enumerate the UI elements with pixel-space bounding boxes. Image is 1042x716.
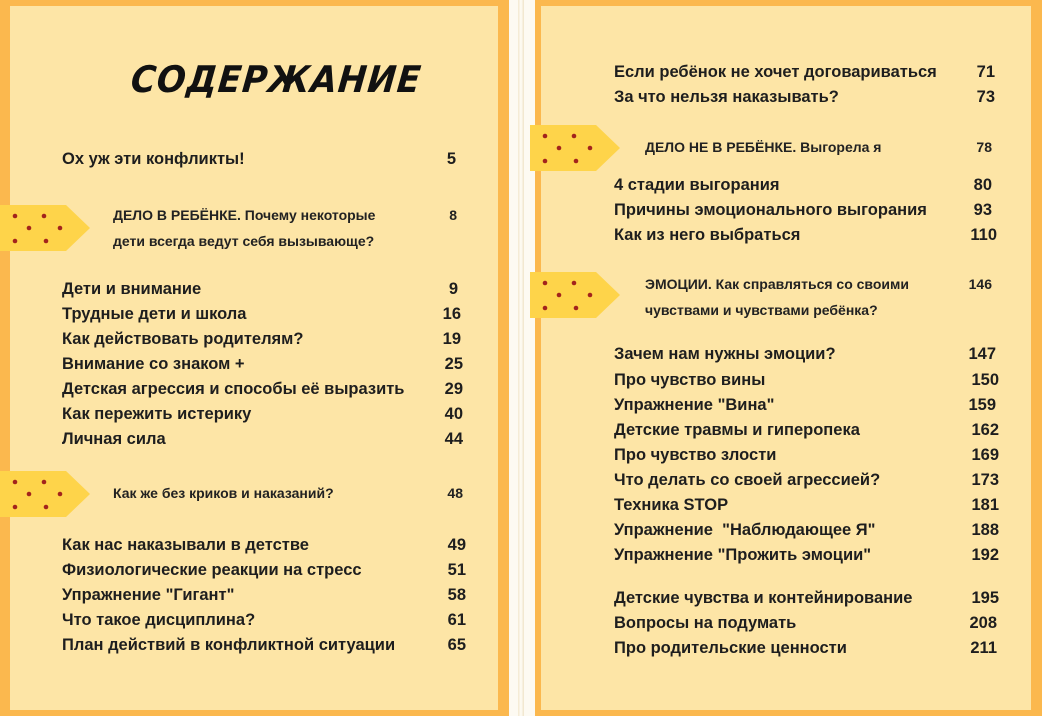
toc-entry-label: Детская агрессия и способы её выразить <box>62 380 405 398</box>
toc-entry-page: 192 <box>971 546 999 564</box>
toc-entry-label: Вопросы на подумать <box>614 614 797 632</box>
toc-entry-page: 159 <box>968 396 996 414</box>
toc-entry-label: Как нас наказывали в детстве <box>62 536 309 554</box>
toc-entry-page: 19 <box>442 330 461 348</box>
section-heading-page: 78 <box>976 139 992 155</box>
toc-entry-page: 181 <box>971 496 999 514</box>
toc-entry-label: Про чувство вины <box>614 371 766 389</box>
section-heading-page: 146 <box>968 276 992 292</box>
section-tag-icon <box>0 205 90 251</box>
toc-entry-label: Техника STOP <box>614 496 729 514</box>
toc-entry-page: 40 <box>444 405 463 423</box>
section-heading-line1: Как же без криков и наказаний? <box>113 485 334 501</box>
toc-entry-label: За что нельзя наказывать? <box>614 88 839 106</box>
toc-entry-page: 150 <box>971 371 999 389</box>
toc-entry-page: 58 <box>447 586 466 604</box>
section-heading-line1: ДЕЛО НЕ В РЕБЁНКЕ. Выгорела я <box>645 139 882 155</box>
toc-entry-page: 93 <box>973 201 992 219</box>
gutter-fold <box>518 0 524 716</box>
toc-entry-intro-label: Ох уж эти конфликты! <box>62 150 245 168</box>
toc-entry-label: Упражнение "Наблюдающее Я" <box>614 521 876 539</box>
toc-entry-label: Детские чувства и контейнирование <box>614 589 913 607</box>
section-heading-line2: чувствами и чувствами ребёнка? <box>645 302 878 318</box>
toc-entry-page: 73 <box>976 88 995 106</box>
toc-entry-label: Причины эмоционального выгорания <box>614 201 927 219</box>
toc-entry-page: 25 <box>444 355 463 373</box>
toc-entry-label: Про родительские ценности <box>614 639 847 657</box>
section-heading-line1: ЭМОЦИИ. Как справляться со своими <box>645 276 909 292</box>
section-heading-page: 48 <box>447 485 463 501</box>
page-title: СОДЕРЖАНИЕ <box>128 58 424 102</box>
toc-entry-page: 16 <box>442 305 461 323</box>
toc-entry-label: Как из него выбраться <box>614 226 801 244</box>
section-heading-line1: ДЕЛО В РЕБЁНКЕ. Почему некоторые <box>113 207 376 223</box>
toc-entry-page: 49 <box>447 536 466 554</box>
toc-entry-label: Что такое дисциплина? <box>62 611 256 629</box>
toc-entry-page: 44 <box>444 430 463 448</box>
section-tag-icon <box>530 125 620 171</box>
section-tag-icon <box>0 471 90 517</box>
toc-entry-label: Что делать со своей агрессией? <box>614 471 881 489</box>
toc-entry-label: Физиологические реакции на стресс <box>62 561 362 579</box>
toc-entry-page: 147 <box>968 345 996 363</box>
toc-entry-label: План действий в конфликтной ситуации <box>62 636 396 654</box>
toc-entry-label: Дети и внимание <box>62 280 202 298</box>
toc-entry-page: 173 <box>971 471 999 489</box>
toc-entry-page: 188 <box>971 521 999 539</box>
toc-entry-label: Про чувство злости <box>614 446 777 464</box>
toc-entry-page: 195 <box>971 589 999 607</box>
toc-entry-label: Как пережить истерику <box>62 405 252 423</box>
toc-entry-page: 169 <box>971 446 999 464</box>
toc-entry-page: 9 <box>448 280 458 298</box>
toc-entry-label: Детские травмы и гиперопека <box>614 421 860 439</box>
toc-entry-page: 208 <box>969 614 997 632</box>
toc-entry-intro-page: 5 <box>446 150 456 168</box>
toc-entry-label: Если ребёнок не хочет договариваться <box>614 63 937 81</box>
toc-entry-label: Как действовать родителям? <box>62 330 304 348</box>
toc-entry-label: 4 стадии выгорания <box>614 176 780 194</box>
toc-entry-label: Зачем нам нужны эмоции? <box>614 345 836 363</box>
toc-entry-page: 65 <box>447 636 466 654</box>
section-heading-page: 8 <box>449 207 457 223</box>
section-heading-line2: дети всегда ведут себя вызывающе? <box>113 233 375 249</box>
toc-entry-page: 80 <box>973 176 992 194</box>
toc-entry-label: Личная сила <box>62 430 166 448</box>
toc-entry-label: Внимание со знаком + <box>62 355 245 373</box>
toc-entry-page: 29 <box>444 380 463 398</box>
toc-entry-page: 211 <box>970 639 997 657</box>
toc-entry-label: Трудные дети и школа <box>62 305 247 323</box>
toc-entry-page: 71 <box>976 63 995 81</box>
toc-entry-label: Упражнение "Вина" <box>614 396 775 414</box>
toc-entry-page: 61 <box>447 611 466 629</box>
toc-entry-label: Упражнение "Гигант" <box>62 586 235 604</box>
section-tag-icon <box>530 272 620 318</box>
toc-entry-page: 162 <box>971 421 999 439</box>
toc-entry-label: Упражнение "Прожить эмоции" <box>614 546 872 564</box>
book-gutter <box>509 0 535 716</box>
toc-entry-page: 51 <box>447 561 466 579</box>
toc-entry-page: 110 <box>970 226 997 244</box>
